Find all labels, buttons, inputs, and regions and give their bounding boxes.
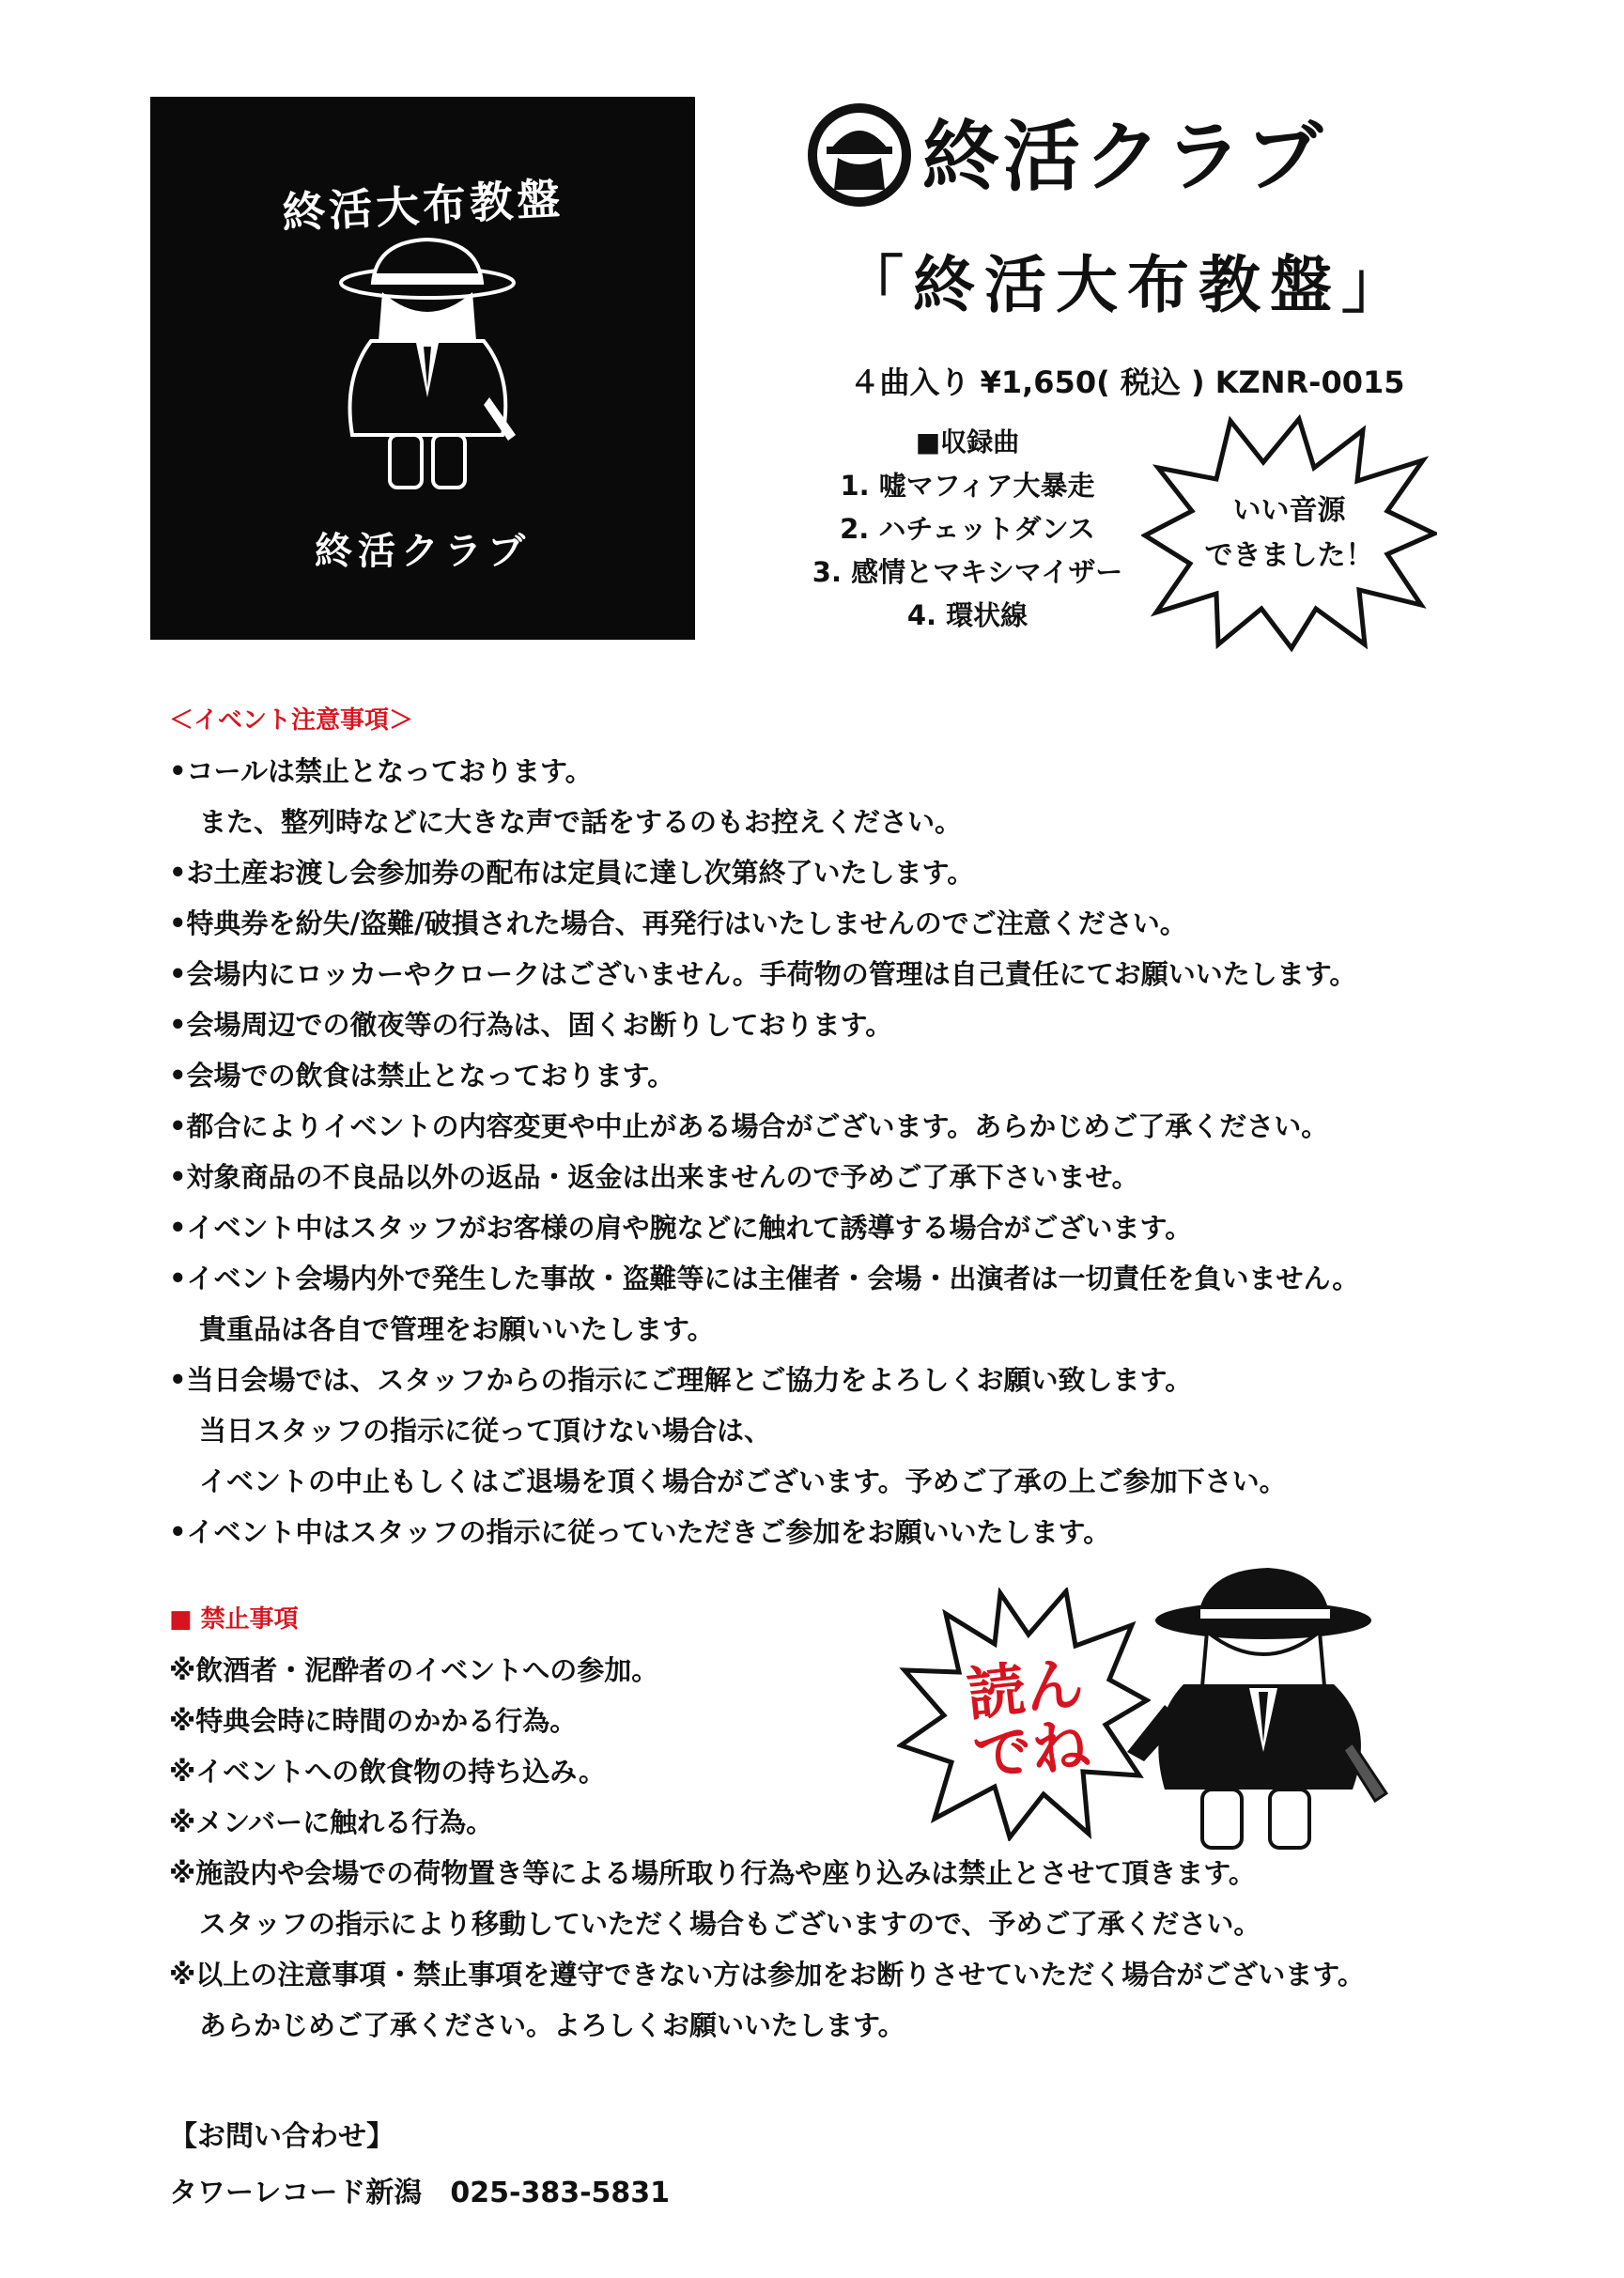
album-title: 「終活大布教盤」 xyxy=(842,249,1413,321)
tracklist-heading: ■収録曲 xyxy=(915,426,1020,457)
tracklist xyxy=(742,421,1193,637)
note-item: イベントの中止もしくはご退場を頂く場合がございます。予めご了承の上ご参加下さい。 xyxy=(199,1465,1287,1497)
prohibit-item: ※特典会時に時間のかかる行為。 xyxy=(169,1705,578,1737)
prohibit-item: ※イベントへの飲食物の持ち込み。 xyxy=(169,1756,606,1788)
notes-heading: ＜イベント注意事項＞ xyxy=(169,706,414,735)
prohibit-item: ※メンバーに触れる行為。 xyxy=(169,1806,494,1838)
note-item: •特典券を紛失/盗難/破損された場合、再発行はいたしませんのでご注意ください。 xyxy=(169,907,1187,939)
prohibit-item: ※以上の注意事項・禁止事項を遵守できない方は参加をお断りさせていただく場合がございます。 xyxy=(169,1959,1365,1991)
contact-info xyxy=(169,2109,1014,2222)
note-item: 貴重品は各自で管理をお願いいたします。 xyxy=(199,1313,715,1345)
contact-heading: 【お問い合わせ】 xyxy=(169,2120,394,2153)
album-cover xyxy=(150,97,695,640)
prohibit-item: ※飲酒者・泥酔者のイベントへの参加。 xyxy=(169,1654,659,1686)
track-item: 3. 感情とマキシマイザー xyxy=(812,556,1123,588)
mafia-mascot-icon xyxy=(1108,1564,1409,1855)
track-item: 1. 嘘マフィア大暴走 xyxy=(840,470,1095,502)
note-item: •イベント中はスタッフの指示に従っていただきご参加をお願いいたします。 xyxy=(169,1516,1111,1548)
track-item: 2. ハチェットダンス xyxy=(840,513,1095,545)
burst-line: 読ん xyxy=(964,1648,1087,1729)
logo-mascot-icon xyxy=(808,103,911,207)
cover-band-name: 終活クラブ xyxy=(315,530,531,573)
album-info: ４曲入り ¥1,650( 税込 ) KZNR-0015 xyxy=(849,364,1405,400)
burst-message xyxy=(952,1648,1106,1791)
note-item: •お土産お渡し会参加券の配布は定員に達し次第終了いたします。 xyxy=(169,857,975,889)
note-item: •対象商品の不良品以外の返品・返金は出来ませんので予めご了承下さいませ。 xyxy=(169,1161,1139,1193)
prohibit-item: スタッフの指示により移動していただく場合もございますので、予めご了承ください。 xyxy=(199,1908,1261,1940)
note-item: •当日会場では、スタッフからの指示にご理解とご協力をよろしくお願い致します。 xyxy=(169,1364,1193,1396)
note-item: 当日スタッフの指示に従って頂けない場合は、 xyxy=(199,1415,772,1447)
note-item: •コールは禁止となっております。 xyxy=(169,755,593,787)
logo-text: 終活クラブ xyxy=(922,113,1327,202)
burst-line: いい音源 xyxy=(1232,494,1346,527)
note-item: •会場での飲食は禁止となっております。 xyxy=(169,1060,675,1092)
burst-line: でね xyxy=(969,1710,1093,1791)
burst-line: できました！ xyxy=(1204,539,1374,572)
note-item: •イベント会場内外で発生した事故・盗難等には主催者・会場・出演者は一切責任を負いません。 xyxy=(169,1263,1360,1294)
cover-title: 終活大布教盤 xyxy=(280,173,565,239)
prohibit-item: ※施設内や会場での荷物置き等による場所取り行為や座り込みは禁止とさせて頂きます。 xyxy=(169,1857,1256,1889)
mafia-mascot-icon xyxy=(315,238,540,501)
note-item: •都合によりイベントの内容変更や中止がある場合がございます。あらかじめご了承ください。 xyxy=(169,1110,1329,1142)
note-item: •会場周辺での徹夜等の行為は、固くお断りしております。 xyxy=(169,1009,893,1041)
burst-message xyxy=(1179,488,1400,579)
note-item: •イベント中はスタッフがお客様の肩や腕などに触れて誘導する場合がございます。 xyxy=(169,1212,1193,1244)
prohibit-item: あらかじめご了承ください。よろしくお願いいたします。 xyxy=(199,2009,905,2041)
band-logo xyxy=(808,103,1446,207)
event-notes xyxy=(169,695,1531,1557)
track-item: 4. 環状線 xyxy=(906,599,1029,631)
contact-detail: タワーレコード新潟 025-383-5831 xyxy=(169,2177,671,2209)
note-item: また、整列時などに大きな声で話をするのもお控えください。 xyxy=(199,806,963,838)
note-item: •会場内にロッカーやクロークはございません。手荷物の管理は自己責任にてお願いいたします。 xyxy=(169,958,1357,990)
prohibit-heading: ■ 禁止事項 xyxy=(169,1605,299,1634)
